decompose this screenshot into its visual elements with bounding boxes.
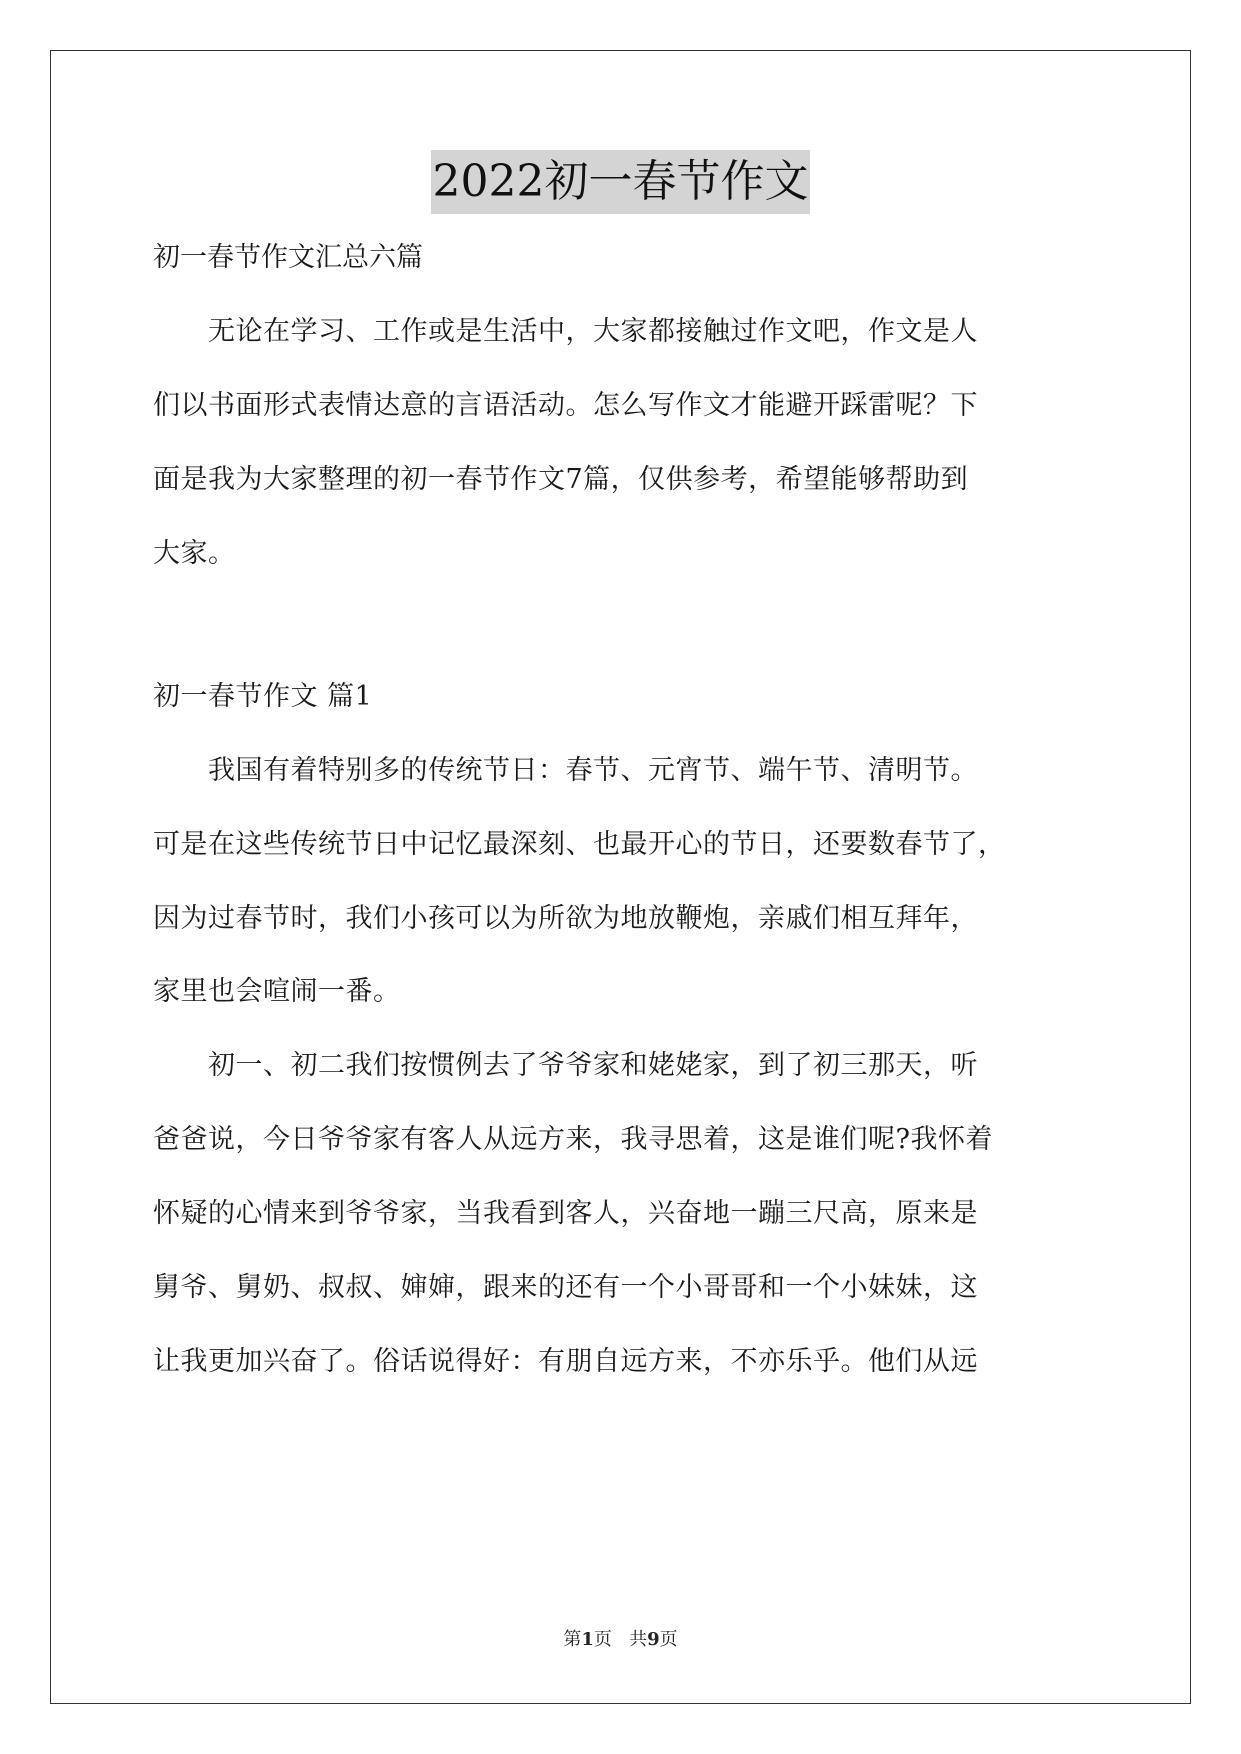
section-heading: 初一春节作文 篇1: [153, 681, 373, 712]
paragraph-line: 无论在学习、工作或是生活中，大家都接触过作文吧，作文是人: [153, 316, 978, 347]
paragraph-line: 我国有着特别多的传统节日：春节、元宵节、端午节、清明节。: [153, 755, 978, 786]
page-border: [50, 50, 1191, 1704]
paragraph-line: 爸爸说，今日爷爷家有客人从远方来，我寻思着，这是谁们呢?我怀着: [153, 1124, 993, 1155]
footer-total-suffix: 页: [659, 1629, 678, 1650]
current-page-number: 1: [581, 1629, 594, 1650]
document-subtitle: 初一春节作文汇总六篇: [153, 242, 423, 273]
title-block: [0, 150, 1241, 214]
paragraph-line: 可是在这些传统节日中记忆最深刻、也最开心的节日，还要数春节了，: [153, 829, 1006, 860]
total-pages-number: 9: [647, 1629, 660, 1650]
paragraph-line: 怀疑的心情来到爷爷家，当我看到客人，兴奋地一蹦三尺高，原来是: [153, 1198, 978, 1229]
paragraph-line: 家里也会喧闹一番。: [153, 976, 401, 1007]
paragraph-line: 面是我为大家整理的初一春节作文7篇，仅供参考，希望能够帮助到: [153, 464, 969, 495]
paragraph-line: 们以书面形式表情达意的言语活动。怎么写作文才能避开踩雷呢？下: [153, 390, 978, 421]
paragraph-line: 舅爷、舅奶、叔叔、婶婶，跟来的还有一个小哥哥和一个小妹妹，这: [153, 1272, 978, 1303]
paragraph-line: 大家。: [153, 538, 236, 569]
paragraph-line: 让我更加兴奋了。俗话说得好：有朋自远方来，不亦乐乎。他们从远: [153, 1346, 978, 1377]
footer-prefix: 第: [563, 1629, 582, 1650]
footer-total-prefix: 共: [629, 1629, 648, 1650]
footer-page-word: 页: [593, 1629, 612, 1650]
page-footer: [0, 1628, 1241, 1652]
paragraph-line: 因为过春节时，我们小孩可以为所欲为地放鞭炮，亲戚们相互拜年，: [153, 903, 978, 934]
document-title: 2022初一春节作文: [431, 150, 811, 214]
paragraph-line: 初一、初二我们按惯例去了爷爷家和姥姥家，到了初三那天，听: [153, 1050, 978, 1081]
